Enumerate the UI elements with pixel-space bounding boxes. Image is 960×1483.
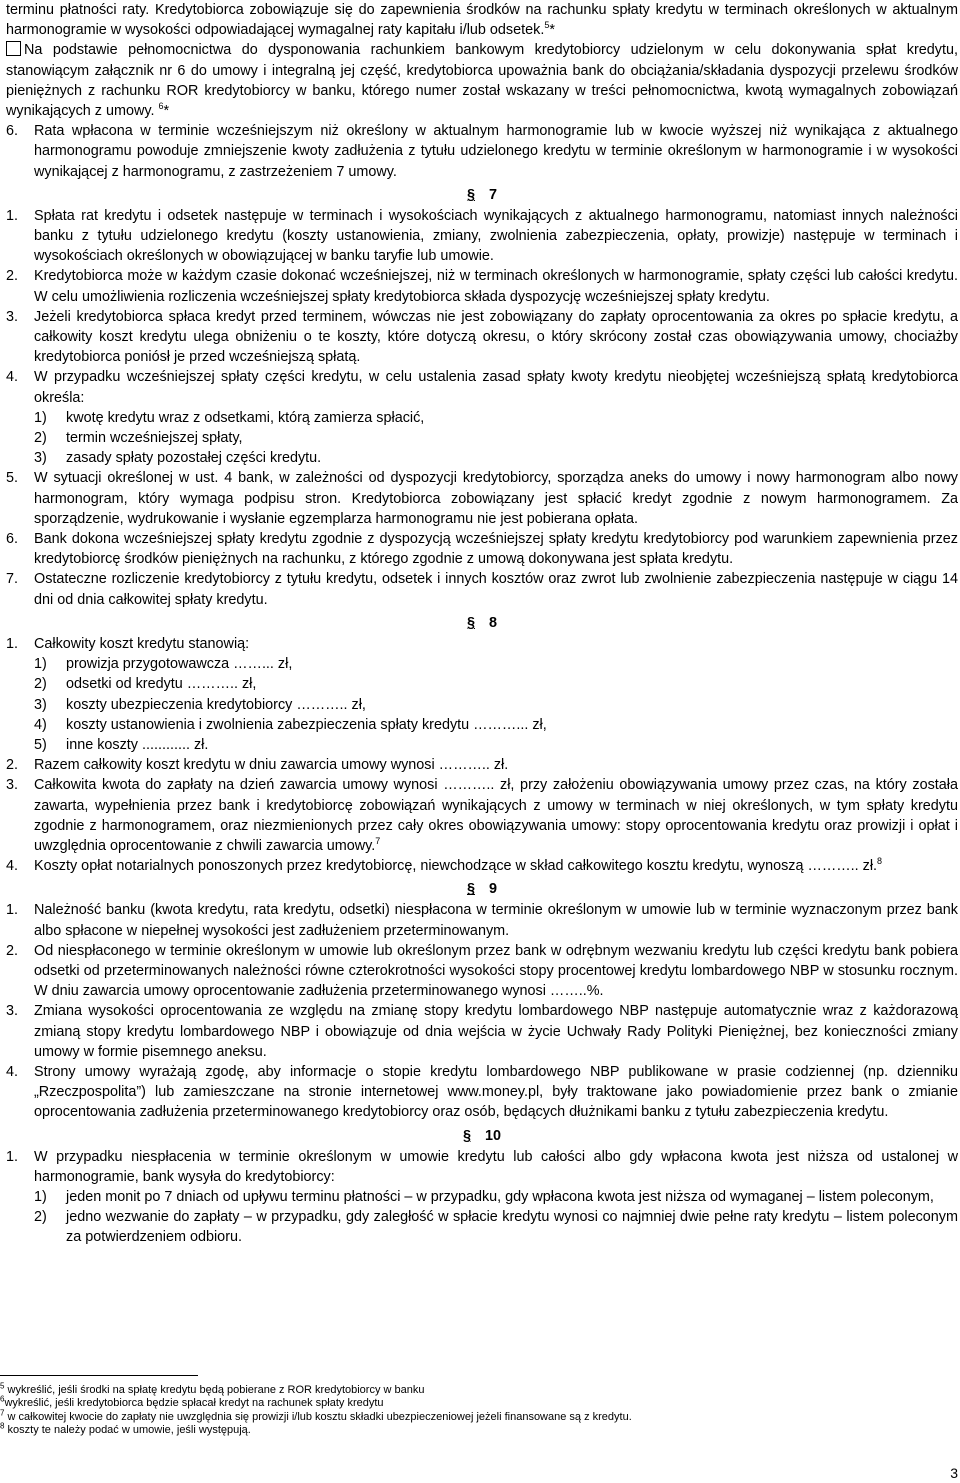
sub-item: 1) prowizja przygotowawcza ……... zł, [34, 656, 293, 673]
sub-item: 5) inne koszty ............ zł. [34, 736, 209, 753]
checkbox[interactable] [6, 41, 21, 56]
sub-item: 2) termin wcześniejszej spłaty, [34, 430, 243, 447]
asterisk: * [163, 103, 170, 120]
sub-item: 1) jeden monit po 7 dniach od upływu terminu płatności – w przypadku, gdy wpłacona kwota jest niższa od wymaganej – listem poleconym, [34, 1188, 934, 1205]
list-item: 1. Spłata rat kredytu i odsetek następuje w terminach i wysokościach wynikających z aktualnego harmonogramu, natomiast innych należności banku z tytułu udzielonego kredytu (koszty ustanowienia, zmiany, zwolnienia zabezpieczenia, opłaty, prowizje) następuje w terminach i wysokościach określonych w obowiązującej w banku taryfie lub umowie. [6, 207, 958, 265]
footnote: $^6$wykreślić, jeśli kredytobiorca będzie spłacał kredyt na rachunek spłaty kredytu [0, 1394, 384, 1410]
list-item: 4. Strony umowy wyrażają zgodę, aby informacje o stopie kredytu lombardowego NBP publikowane w prasie codziennej (np. dzienniku „Rzeczpospolita”) lub zamieszczane na stronie internetowej www.money.pl, były traktowane jako powiadomienie przez bank o zmianie oprocentowania zadłużenia przeterminowanego kredytobiorcy oraz osób, będących dłużnikami banku z tytułu zabezpieczenia kredytu. [6, 1063, 958, 1121]
footnotes [0, 1375, 952, 1438]
section-heading-10: § 10 [462, 1127, 502, 1144]
footnote: $^7$ w całkowitej kwocie do zapłaty nie uwzględnia się prowizji i/lub kosztu składki ubezpieczeniowej jeżeli finansowane są z kredytu. [0, 1408, 632, 1423]
section-heading-7: § 7 [466, 186, 498, 203]
footnote-ref: 8 [877, 856, 883, 867]
footnote: $^5$ wykreślić, jeśli środki na spłatę kredytu będą pobierane z ROR kredytobiorcy w banku [0, 1381, 425, 1396]
list-item: 2. Od niespłaconego w terminie określonym w umowie lub określonym przez bank w odrębnym wezwaniu kredytu lub części kredytu bank pobiera odsetki od przeterminowanych należności równe czterokrotności wysokości stopy procentowej kredytu lombardowego NBP w stosunku rocznym. W dniu zawarcia umowy oprocentowanie zadłużenia przeterminowanego wynosi ……..%. [6, 942, 958, 1000]
list-item: 4. W przypadku wcześniejszej spłaty części kredytu, w celu ustalenia zasad spłaty kwoty kredytu nieobjętej wcześniejszą spłatą kredytobiorca określa: 1) kwotę kredytu wraz z odsetkami, którą zamierza spłacić, 2) termin wcześniejszej spłaty, 3) zasady spłaty pozostałej części kredytu. [6, 367, 958, 468]
list-item: 3. Zmiana wysokości oprocentowania ze względu na zmianę stopy kredytu lombardowego NBP następuje automatycznie wraz z każdorazową zmianą stopy kredytu lombardowego NBP i obowiązuje od dnia wejścia w życie Uchwały Rady Polityki Pieniężnej, bez konieczności zmiany umowy w formie pisemnego aneksu. [6, 1003, 958, 1060]
sub-item: 2) odsetki od kredytu ……….. zł, [34, 676, 257, 693]
list-item: 2. Kredytobiorca może w każdym czasie dokonać wcześniejszej, niż w terminach określonych w harmonogramie, spłaty części lub całości kredytu. W celu umożliwienia rozliczenia wcześniejszej spłaty kredytobiorca składa dyspozycję wcześniejszej spłaty kredytu. [6, 268, 958, 305]
section-heading-9: § 9 [466, 881, 498, 898]
list-item: 6. Rata wpłacona w terminie wcześniejszym niż określony w aktualnym harmonogramie lub w kwocie wyższej niż wynikająca z aktualnego harmonogramu powoduje zmniejszenie kwoty zadłużenia z tytułu udzielonego kredytu w terminie określonym w harmonogramie i w wysokości wynikającej z harmonogramu, z zastrzeżeniem 7 umowy. [6, 123, 958, 180]
section-heading-8: § 8 [466, 614, 498, 631]
sub-item: 2) jedno wezwanie do zapłaty – w przypadku, gdy zaległość w spłacie kredytu wynosi co najmniej dwie pełne raty kredytu – listem poleconym za potwierdzeniem odbioru. [34, 1209, 958, 1246]
footnote-divider [0, 1375, 198, 1376]
list-item: 6. Bank dokona wcześniejszej spłaty kredytu zgodnie z dyspozycją wcześniejszej spłaty kredytu kredytobiorcy pod warunkiem zapewnienia przez kredytobiorcę środków pieniężnych na rachunku, z którego zgodnie z umową dokonywana jest spłata kredytu. [6, 531, 958, 568]
page-number: 3 [950, 1465, 958, 1481]
sub-item: 1) kwotę kredytu wraz z odsetkami, którą zamierza spłacić, [34, 409, 425, 426]
footnote-ref: 6 [158, 101, 164, 112]
top-paragraph: terminu płatności raty. Kredytobiorca zobowiązuje się do zapewnienia środków na rachunku spłaty kredytu w terminach określonych w aktualnym harmonogramie w wysokości odpowiadającej wymagalnej raty kapitału i/lub odsetek.$^5$* [6, 2, 958, 39]
checkbox-paragraph: Na podstawie pełnomocnictwa do dysponowania rachunkiem bankowym kredytobiorcy udzielonym w celu dokonywania spłat kredytu, stanowiącym załącznik nr 6 do umowy i integralną jej część, kredytobiorca upoważnia bank do obciążania/składania dyspozycji przelewu środków pieniężnych z rachunku ROR kredytobiorcy w banku, którego numer został wskazany w treści pełnomocnictwa, kwotą wymagalnych zobowiązań wynikających z umowy. $^6$* [6, 42, 958, 120]
list-item: 5. W sytuacji określonej w ust. 4 bank, w zależności od dyspozycji kredytobiorcy, sporządza aneks do umowy i nowy harmonogram albo nowy harmonogram, który wymaga podpisu stron. Kredytobiorca zobowiązany jest spłacić kredyt zgodnie z nowym harmonogramem. Za sporządzenie, wydrukowanie i wysłanie egzemplarza harmonogramu nie jest pobierana opłata. [6, 470, 958, 527]
list-item: 3. Jeżeli kredytobiorca spłaca kredyt przed terminem, wówczas nie jest zobowiązany do zapłaty oprocentowania za okres po spłacie kredytu, a całkowity koszt kredytu ulega obniżeniu o te koszty, które dotyczą okresu, o który skrócony został czas obowiązywania umowy, chociażby kredytobiorca poniósł je przed wcześniejszą spłatą. [6, 308, 958, 366]
sub-item: 3) koszty ubezpieczenia kredytobiorcy ……….. zł, [34, 696, 366, 713]
footnote: $^8$ koszty te należy podać w umowie, jeśli występują. [0, 1421, 251, 1437]
list-item: 1. Należność banku (kwota kredytu, rata kredytu, odsetki) niespłacona w terminie określonym w umowie lub w terminie wyznaczonym przez bank albo spłacone w niepełnej wysokości jest zadłużeniem przeterminowanym. [6, 902, 958, 939]
list-item: 2. Razem całkowity koszt kredytu w dniu zawarcia umowy wynosi ……….. zł. [6, 757, 509, 774]
list-item: 1. W przypadku niespłacenia w terminie określonym w umowie kredytu lub całości albo gdy wpłacona kwota jest niższa od ustalonej w harmonogramie, bank wysyła do kredytobiorcy: 1) jeden monit po 7 dniach od upływu terminu płatności – w przypadku, gdy wpłacona kwota jest niższa od wymaganej – listem poleconym, 2) jedno wezwanie do zapłaty – w przypadku, gdy zaległość w spłacie kredytu wynosi co najmniej dwie pełne raty kredytu – listem poleconym za potwierdzeniem odbioru. [6, 1147, 958, 1248]
sub-item: 4) koszty ustanowienia i zwolnienia zabezpieczenia spłaty kredytu ………... zł, [34, 716, 547, 733]
sub-item: 3) zasady spłaty pozostałej części kredytu. [34, 450, 322, 467]
list-item: 3. Całkowita kwota do zapłaty na dzień zawarcia umowy wynosi ……….. zł, przy założeniu obowiązywania umowy przez czas, na który została zawarta, wypełnienia przez bank i kredytobiorcę zobowiązań wynikających z umowy w terminach w niej określonych, w tym spłaty kredytu zgodnie z harmonogramem, oraz niezmienionych przez cały okres obowiązywania umowy: stopy oprocentowania kredytu oraz prowizji i opłat i uwzględnia oprocentowanie z chwili zawarcia umowy.$^7$ [6, 777, 958, 854]
footnote-ref: 5 [544, 20, 550, 31]
footnote-ref: 7 [375, 836, 381, 847]
list-item: 4. Koszty opłat notarialnych ponoszonych przez kredytobiorcę, niewchodzące w skład całkowitego kosztu kredytu, wynoszą ……….. zł.$^8$ [6, 856, 883, 875]
list-item: 1. Całkowity koszt kredytu stanowią: 1) prowizja przygotowawcza ……... zł, 2) odsetki od kredytu ……….. zł, 3) koszty ubezpieczenia kredytobiorcy ……….. zł, 4) koszty ustanowienia i zwolnienia zabezpieczenia spłaty kredytu ………... zł, 5) inne koszty ............ zł. [6, 634, 958, 755]
asterisk: * [549, 22, 555, 39]
document-page [6, 0, 958, 1248]
list-item: 7. Ostateczne rozliczenie kredytobiorcy z tytułu kredytu, odsetek i innych kosztów oraz zwrot lub zwolnienie zabezpieczenia następuje w ciągu 14 dni od dnia całkowitej spłaty kredytu. [6, 571, 958, 608]
